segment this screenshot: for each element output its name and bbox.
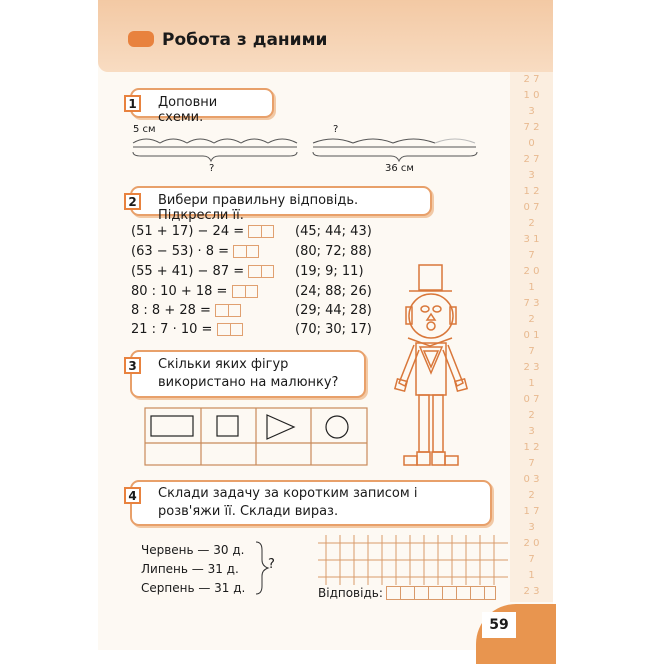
equation-row (131, 264, 274, 279)
expression: 21 : 7 · 10 = (131, 322, 213, 337)
answer-box[interactable] (248, 265, 274, 278)
options[interactable]: (80; 72; 88) (295, 244, 372, 259)
triangle-icon (267, 415, 294, 439)
scheme1-top-label: 5 см (133, 124, 156, 135)
task-text: Скільки яких фігур використано на малюнку? (158, 357, 339, 390)
count-cells (146, 444, 200, 464)
options[interactable]: (29; 44; 28) (295, 303, 372, 318)
answer-box[interactable] (215, 304, 241, 317)
answer-box[interactable] (217, 323, 243, 336)
task-4 (130, 480, 492, 526)
answer-box[interactable] (232, 285, 258, 298)
expression: (55 + 41) − 87 = (131, 264, 245, 279)
task-number: 4 (124, 487, 141, 504)
scheme-1 (133, 139, 297, 161)
count-cell[interactable] (146, 444, 200, 464)
solution-grid[interactable] (318, 535, 508, 587)
expression: (63 − 53) · 8 = (131, 244, 230, 259)
task-number: 1 (124, 95, 141, 112)
task-text: Доповни схеми. (158, 95, 218, 125)
page-title: Робота з даними (162, 30, 328, 50)
equation-row (131, 224, 274, 239)
task-number: 2 (124, 193, 141, 210)
page-number: 59 (482, 612, 516, 638)
short-record (141, 541, 245, 598)
record-line: Серпень — 31 д. (141, 581, 246, 595)
task-2 (128, 186, 432, 223)
answer-box[interactable] (233, 245, 259, 258)
task-text: Вибери правильну відповідь. Підкресли її. (158, 193, 359, 223)
options[interactable]: (24; 88; 26) (295, 284, 372, 299)
options[interactable]: (19; 9; 11) (295, 264, 364, 279)
question-mark: ? (268, 557, 275, 572)
options[interactable]: (45; 44; 43) (295, 224, 372, 239)
decorative-digits-strip: 2 7 1 0 3 7 2 0 2 7 3 1 2 0 7 2 3 1 7 2 0 1 7 3 2 0 1 7 2 3 1 0 7 2 3 1 2 7 0 3 2 1 7 3 2 0 7 1 2 3 (510, 72, 553, 602)
rectangle-icon (151, 416, 193, 436)
answer-label: Відповідь: (318, 586, 383, 600)
robot-drawing (395, 265, 467, 465)
expression: 80 : 10 + 18 = (131, 284, 228, 299)
equation-row (131, 284, 258, 299)
expression: 8 : 8 + 28 = (131, 303, 211, 318)
answer-field[interactable] (386, 586, 496, 600)
equation-row (131, 303, 241, 318)
equation-row (131, 244, 259, 259)
scheme1-bottom-label: ? (209, 163, 215, 174)
shapes-table (144, 407, 368, 467)
answer-box[interactable] (248, 225, 274, 238)
scheme2-bottom-label: 36 см (385, 163, 414, 174)
options[interactable]: (70; 30; 17) (295, 322, 372, 337)
square-icon (217, 416, 238, 436)
record-line: Липень — 31 д. (141, 562, 239, 576)
scheme2-top-label: ? (333, 124, 339, 135)
record-line: Червень — 30 д. (141, 543, 245, 557)
scheme-2 (313, 139, 477, 161)
task-text: Склади задачу за коротким записом і розв'яжи її. Склади вираз. (158, 486, 418, 519)
equation-row (131, 322, 243, 337)
circle-icon (326, 416, 348, 438)
expression: (51 + 17) − 24 = (131, 224, 245, 239)
task-3 (130, 350, 366, 398)
task-number: 3 (124, 357, 141, 374)
